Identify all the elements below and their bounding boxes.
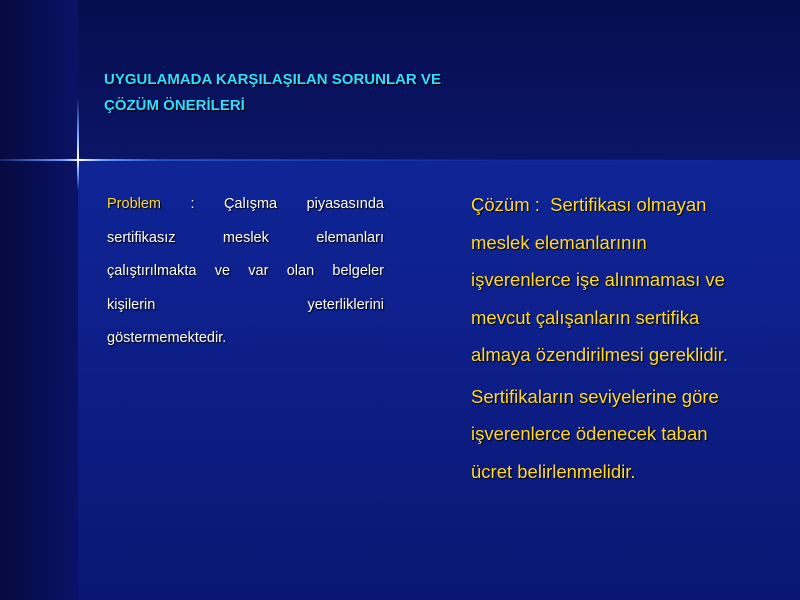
problem-word: piyasasında <box>306 196 384 212</box>
problem-line-5 <box>107 322 384 356</box>
problem-word: sertifikasız <box>107 229 176 246</box>
problem-word: kişilerin <box>107 296 156 313</box>
solution-line: almaya özendirilmesi gereklidir. <box>471 344 729 365</box>
problem-word: göstermemektedir. <box>107 330 227 346</box>
problem-line-3 <box>107 255 384 289</box>
slide-title <box>104 67 524 119</box>
problem-word: ve <box>214 263 231 279</box>
problem-word: Çalışma <box>223 196 278 212</box>
problem-line-2 <box>107 222 384 256</box>
left-band <box>0 0 78 600</box>
solution-line: işverenlerce işe alınmaması ve <box>471 269 725 290</box>
solution-line: ücret belirlenmelidir. <box>471 460 636 482</box>
solution-line: mevcut çalışanların sertifika <box>471 306 700 328</box>
problem-colon: : <box>190 196 195 212</box>
solution-line: Sertifikaların seviyelerine göre <box>471 385 719 407</box>
solution-line-1 <box>471 186 771 224</box>
decorative-vertical-line <box>77 98 79 190</box>
solution-text-block <box>471 186 771 490</box>
solution-line: işverenlerce ödenecek taban <box>471 423 708 444</box>
solution-label: Çözüm : <box>471 194 540 215</box>
title-line-2: ÇÖZÜM ÖNERİLERİ <box>104 97 245 114</box>
problem-text-block <box>107 188 384 356</box>
title-line-1: UYGULAMADA KARŞILAŞILAN SORUNLAR VE <box>104 71 441 88</box>
problem-word: elemanları <box>316 229 384 246</box>
problem-line-1 <box>107 188 384 222</box>
problem-word: belgeler <box>332 263 384 279</box>
problem-word: olan <box>286 263 315 279</box>
decorative-horizontal-line <box>0 159 800 161</box>
problem-word: var <box>248 263 269 279</box>
problem-line-4 <box>107 289 384 323</box>
problem-label: Problem <box>107 196 161 212</box>
problem-word: yeterliklerini <box>307 296 384 313</box>
problem-word: meslek <box>222 229 269 246</box>
problem-word: çalıştırılmakta <box>107 263 197 279</box>
solution-line: meslek elemanlarının <box>471 231 647 253</box>
solution-first-line-text: Sertifikası olmayan <box>550 194 707 215</box>
